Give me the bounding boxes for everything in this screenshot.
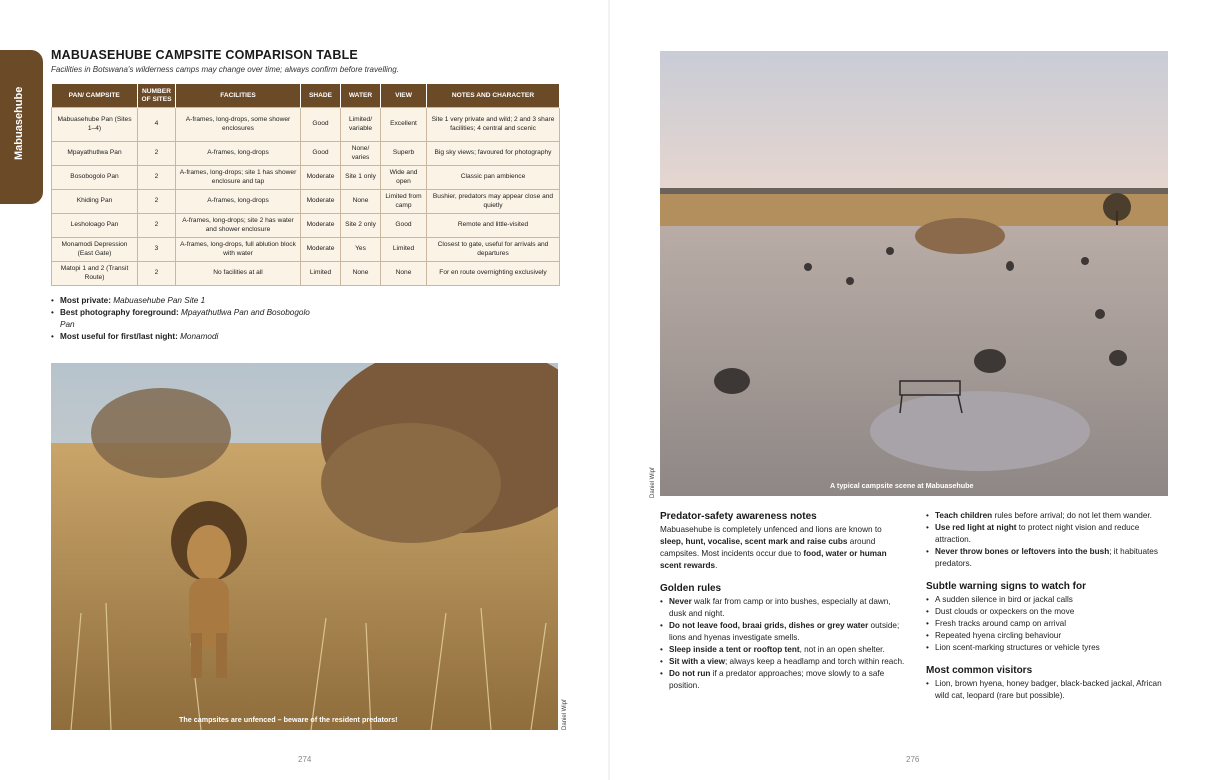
table-cell: 2 bbox=[138, 166, 176, 190]
table-cell: None/ varies bbox=[341, 142, 381, 166]
visitors-heading: Most common visitors bbox=[926, 665, 1033, 676]
paragraph-bold: sleep, hunt, vocalise, scent mark and raise cubs bbox=[660, 537, 848, 546]
table-cell: A-frames, long-drops, full ablution block with water bbox=[176, 238, 301, 262]
predator-heading: Predator-safety awareness notes bbox=[660, 511, 817, 522]
table-header-cell: NOTES AND CHARACTER bbox=[427, 84, 560, 108]
table-cell: Bushier, predators may appear close and quietly bbox=[427, 190, 560, 214]
table-cell: For en route overnighting exclusively bbox=[427, 262, 560, 286]
table-cell: Moderate bbox=[301, 166, 341, 190]
table-cell: Moderate bbox=[301, 190, 341, 214]
table-row bbox=[52, 190, 560, 214]
table-cell: 2 bbox=[138, 214, 176, 238]
warning-item: • Fresh tracks around camp on arrival bbox=[926, 618, 1170, 630]
table-cell: 2 bbox=[138, 142, 176, 166]
table-cell: 2 bbox=[138, 190, 176, 214]
warning-item: • A sudden silence in bird or jackal calls bbox=[926, 594, 1170, 606]
table-cell: A-frames, long-drops; site 1 has shower enclosure and tap bbox=[176, 166, 301, 190]
highlights-list bbox=[51, 295, 311, 343]
rule-text: , not in an open shelter. bbox=[799, 645, 885, 654]
table-header-cell: FACILITIES bbox=[176, 84, 301, 108]
rule-text: ; always keep a headlamp and torch within reach. bbox=[724, 657, 905, 666]
lion-photo bbox=[51, 363, 558, 730]
rule-bold: Do not leave food, braai grids, dishes or grey water bbox=[669, 621, 869, 630]
table-cell: A-frames, long-drops, some shower enclosures bbox=[176, 108, 301, 142]
rule-bold: Do not run bbox=[669, 669, 711, 678]
table-cell: Closest to gate, useful for arrivals and departures bbox=[427, 238, 560, 262]
paragraph-text: . bbox=[715, 561, 718, 570]
rule-bold: Never throw bones or leftovers into the bush bbox=[935, 547, 1110, 556]
rule-item bbox=[926, 522, 1170, 546]
table-cell: A-frames, long-drops bbox=[176, 142, 301, 166]
rule-item bbox=[660, 656, 906, 668]
rule-text: walk far from camp or into bushes, especially at dawn, dusk and night. bbox=[669, 597, 891, 618]
rule-bold: Teach children bbox=[935, 511, 993, 520]
table-cell: Limited from camp bbox=[381, 190, 427, 214]
highlight-label: Most useful for first/last night: bbox=[60, 332, 178, 341]
highlight-label: Most private: bbox=[60, 296, 111, 305]
highlight-item bbox=[51, 307, 311, 331]
rule-text: ; it habituates predators. bbox=[935, 547, 1158, 568]
table-cell: Remote and little-visited bbox=[427, 214, 560, 238]
highlight-label: Best photography foreground: bbox=[60, 308, 179, 317]
table-cell: Site 2 only bbox=[341, 214, 381, 238]
warning-item: • Lion scent-marking structures or vehicle tyres bbox=[926, 642, 1170, 654]
rule-bold: Sleep inside a tent or rooftop tent bbox=[669, 645, 800, 654]
warning-item: • Dust clouds or oxpeckers on the move bbox=[926, 606, 1170, 618]
rule-text: outside; lions and hyenas investigate smells. bbox=[669, 621, 900, 642]
table-cell: 4 bbox=[138, 108, 176, 142]
table-cell: Site 1 very private and wild; 2 and 3 share facilities; 4 central and scenic bbox=[427, 108, 560, 142]
left-page bbox=[0, 0, 609, 780]
rule-text: if a predator approaches; move slowly to a safe position. bbox=[669, 669, 885, 690]
table-header-cell: NUMBER OF SITES bbox=[138, 84, 176, 108]
rule-bold: Sit with a view bbox=[669, 657, 725, 666]
table-cell: Superb bbox=[381, 142, 427, 166]
table-title: MABUASEHUBE CAMPSITE COMPARISON TABLE bbox=[51, 48, 358, 62]
highlight-item bbox=[51, 331, 311, 343]
table-header-cell: WATER bbox=[341, 84, 381, 108]
table-cell: Mabuasehube Pan (Sites 1–4) bbox=[52, 108, 138, 142]
paragraph-text: Mabuasehube is completely unfenced and lions are known to bbox=[660, 525, 882, 534]
table-cell: Limited bbox=[381, 238, 427, 262]
page-number: 276 bbox=[906, 755, 920, 764]
rule-item bbox=[660, 668, 906, 692]
paragraph-bold: food, water or human scent rewards bbox=[660, 549, 887, 570]
table-row bbox=[52, 238, 560, 262]
table-row bbox=[52, 214, 560, 238]
rule-item bbox=[660, 596, 906, 620]
campsite-comparison-table bbox=[51, 84, 560, 286]
table-row bbox=[52, 166, 560, 190]
table-cell: Moderate bbox=[301, 238, 341, 262]
golden-rules-heading: Golden rules bbox=[660, 583, 722, 594]
table-cell: None bbox=[341, 190, 381, 214]
table-row bbox=[52, 108, 560, 142]
table-row bbox=[52, 142, 560, 166]
predator-paragraph bbox=[660, 524, 906, 572]
table-cell: Monamodi Depression (East Gate) bbox=[52, 238, 138, 262]
photo-credit: Daniel Wipf bbox=[562, 699, 568, 730]
table-row bbox=[52, 262, 560, 286]
lion-illustration bbox=[51, 363, 558, 730]
rule-text: rules before arrival; do not let them wander. bbox=[992, 511, 1152, 520]
rule-item bbox=[660, 620, 906, 644]
paragraph-text: around campsites. Most incidents occur due to bbox=[660, 537, 876, 558]
table-header-row bbox=[52, 84, 560, 108]
table-cell: None bbox=[341, 262, 381, 286]
highlight-value: Monamodi bbox=[180, 332, 219, 341]
highlight-item bbox=[51, 295, 311, 307]
campsite-illustration bbox=[660, 51, 1168, 496]
table-cell: Matopi 1 and 2 (Transit Route) bbox=[52, 262, 138, 286]
warning-item: • Repeated hyena circling behaviour bbox=[926, 630, 1170, 642]
page-number: 274 bbox=[298, 755, 312, 764]
rule-text: to protect night vision and reduce attraction. bbox=[935, 523, 1140, 544]
table-cell: No facilities at all bbox=[176, 262, 301, 286]
table-cell: Good bbox=[381, 214, 427, 238]
rule-bold: Use red light at night bbox=[935, 523, 1017, 532]
photo-caption: A typical campsite scene at Mabuasehube bbox=[830, 481, 974, 490]
rule-item bbox=[926, 546, 1170, 570]
table-cell: Moderate bbox=[301, 214, 341, 238]
section-tab-label: Mabuasehube bbox=[13, 86, 25, 160]
right-text-column bbox=[926, 510, 1170, 702]
table-header-cell: SHADE bbox=[301, 84, 341, 108]
highlight-value: Mpayathutlwa Pan and Bosobogolo Pan bbox=[60, 308, 310, 329]
table-cell: Khiding Pan bbox=[52, 190, 138, 214]
table-cell: Good bbox=[301, 142, 341, 166]
rule-bold: Never bbox=[669, 597, 692, 606]
table-header-cell: PAN/ CAMPSITE bbox=[52, 84, 138, 108]
table-cell: Bosobogolo Pan bbox=[52, 166, 138, 190]
photo-caption: The campsites are unfenced – beware of the resident predators! bbox=[179, 715, 398, 724]
table-cell: None bbox=[381, 262, 427, 286]
table-cell: Good bbox=[301, 108, 341, 142]
warning-heading: Subtle warning signs to watch for bbox=[926, 581, 1087, 592]
table-cell: Classic pan ambience bbox=[427, 166, 560, 190]
table-cell: Yes bbox=[341, 238, 381, 262]
table-cell: 2 bbox=[138, 262, 176, 286]
table-cell: Wide and open bbox=[381, 166, 427, 190]
table-cell: A-frames, long-drops bbox=[176, 190, 301, 214]
table-subtitle: Facilities in Botswana's wilderness camps may change over time; always confirm before travelling. bbox=[51, 65, 399, 74]
rule-item bbox=[660, 644, 906, 656]
table-cell: Mpayathutlwa Pan bbox=[52, 142, 138, 166]
table-cell: Excellent bbox=[381, 108, 427, 142]
table-cell: Site 1 only bbox=[341, 166, 381, 190]
rule-item bbox=[926, 510, 1170, 522]
table-cell: Lesholoago Pan bbox=[52, 214, 138, 238]
campsite-photo bbox=[660, 51, 1168, 496]
table-cell: Big sky views; favoured for photography bbox=[427, 142, 560, 166]
left-text-column bbox=[660, 510, 906, 692]
photo-credit: Daniel Wipf bbox=[650, 467, 656, 498]
highlight-value: Mabuasehube Pan Site 1 bbox=[113, 296, 206, 305]
visitors-item: • Lion, brown hyena, honey badger, black-backed jackal, African wild cat, leopard (rare but possible). bbox=[926, 678, 1170, 702]
table-cell: A-frames, long-drops; site 2 has water and shower enclosure bbox=[176, 214, 301, 238]
table-cell: 3 bbox=[138, 238, 176, 262]
table-header-cell: VIEW bbox=[381, 84, 427, 108]
table-cell: Limited/ variable bbox=[341, 108, 381, 142]
table-cell: Limited bbox=[301, 262, 341, 286]
